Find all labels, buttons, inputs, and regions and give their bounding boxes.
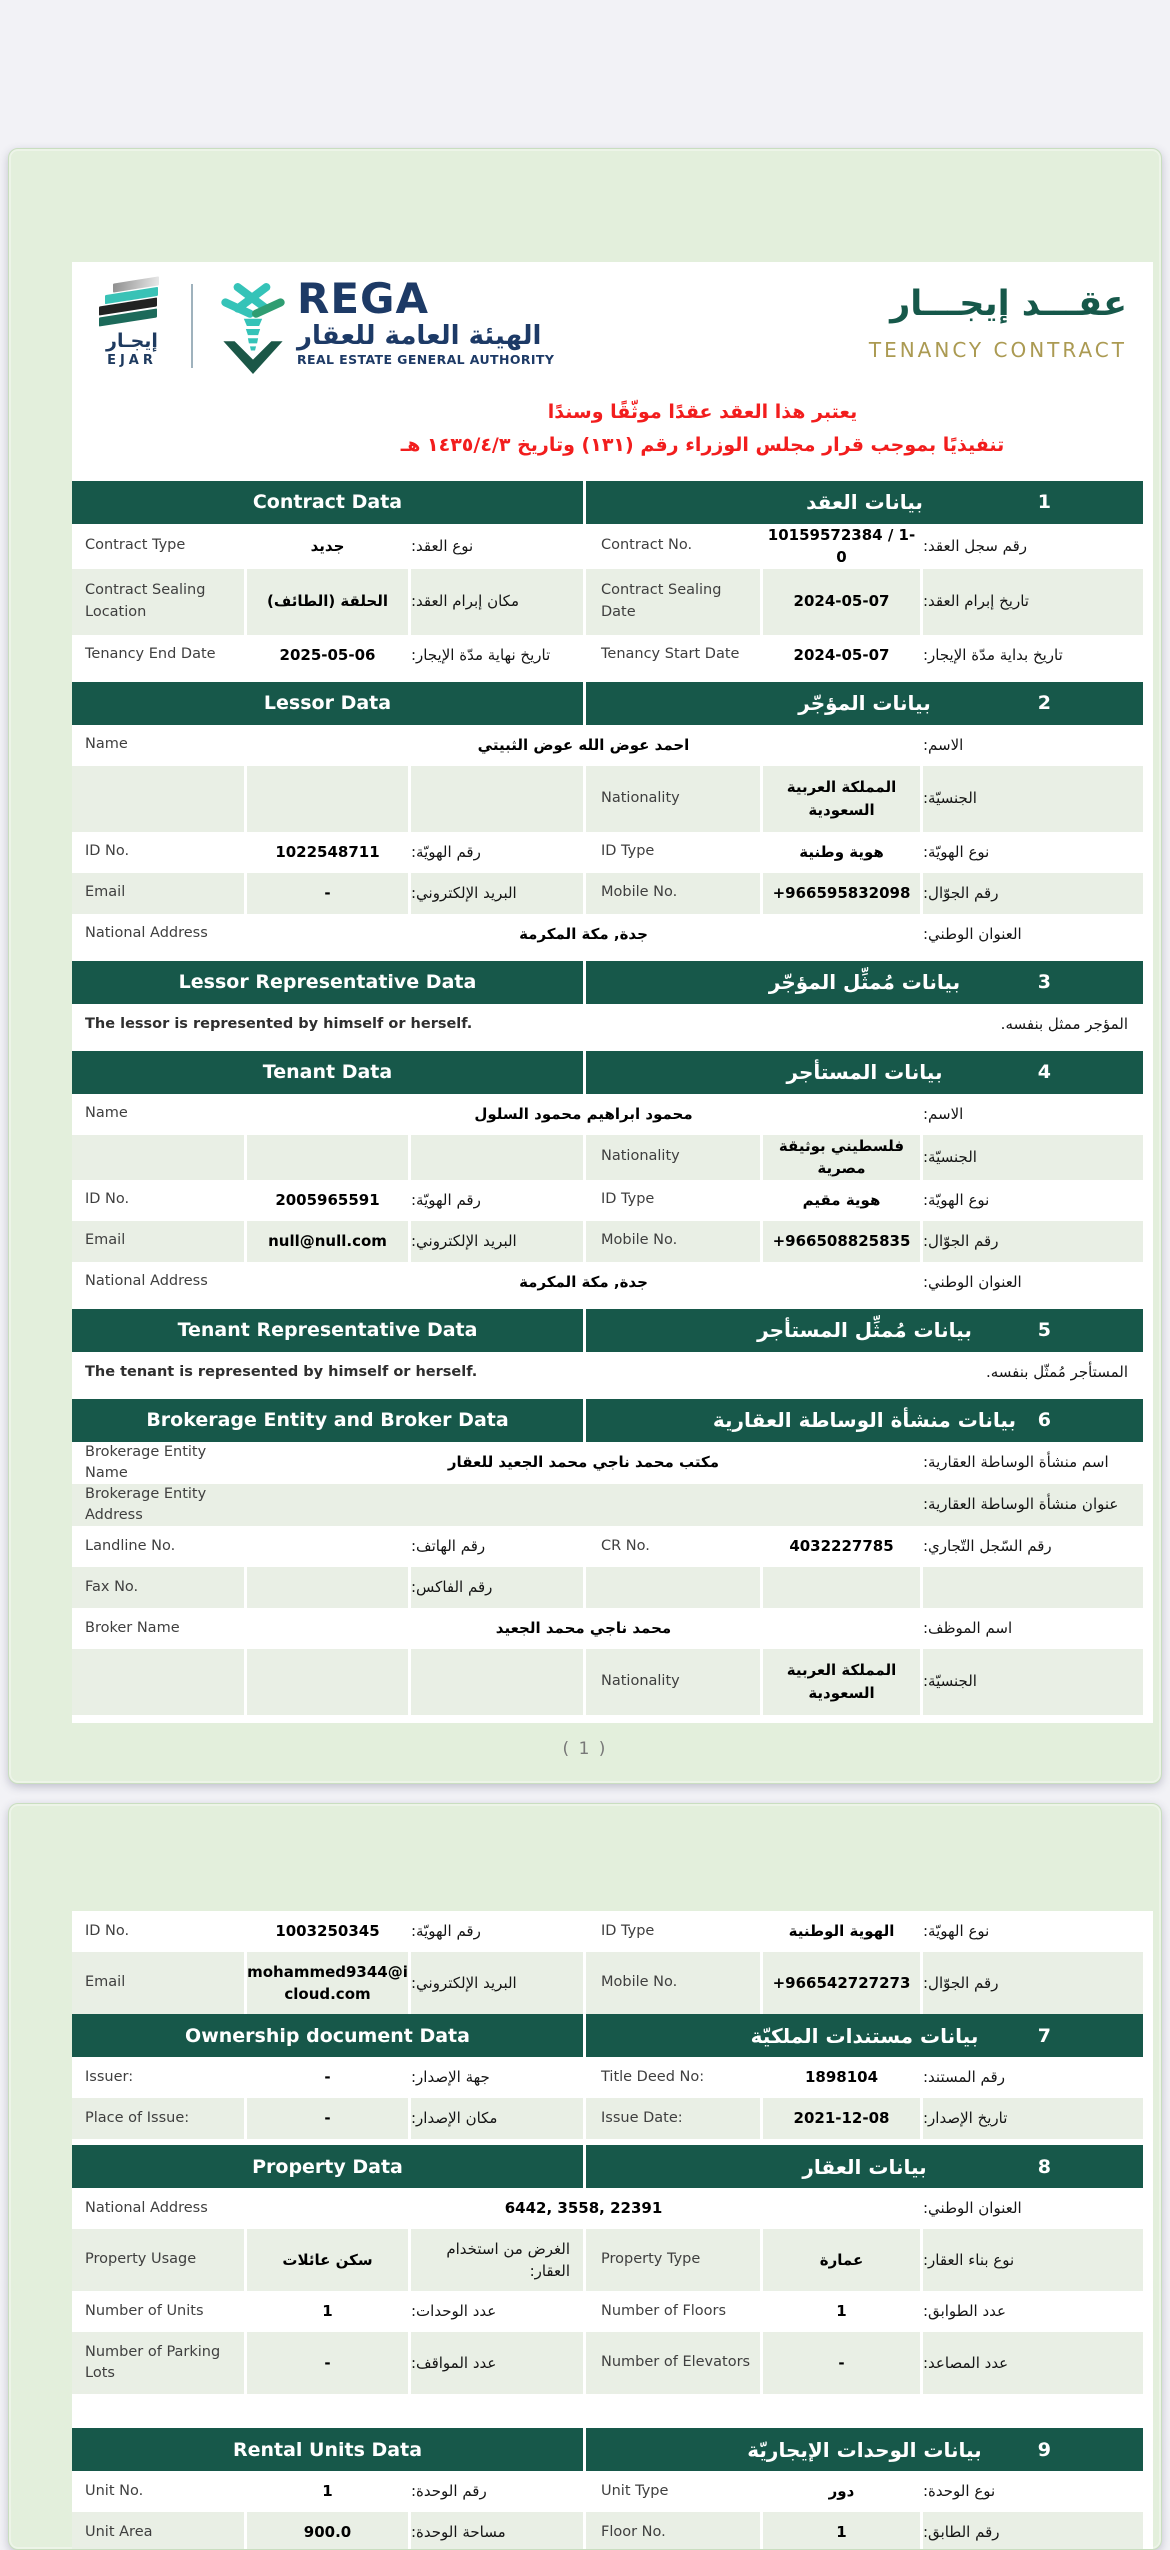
field-label-en: Title Deed No:	[601, 2068, 705, 2085]
field-value: null@null.com	[247, 1221, 408, 1262]
field-label-ar: الجنسيّة:	[923, 1649, 1143, 1715]
field-label-ar: الاسم:	[923, 735, 964, 754]
field-label-en: Place of Issue:	[72, 2098, 244, 2139]
field-label-ar: رقم الهويّة:	[411, 842, 481, 861]
field-label-ar: رقم الوحدة:	[411, 2482, 487, 2501]
section-header-9	[72, 2428, 1143, 2471]
field-label-ar: نوع بناء العقار:	[923, 2229, 1143, 2291]
field-label-ar: رقم سجل العقد:	[923, 536, 1028, 555]
field-value: 2005965591	[275, 1190, 380, 1209]
field-label-ar: رقم الجوّال:	[923, 1952, 1143, 2014]
field-label-ar: الجنسيّة:	[923, 1135, 1143, 1180]
field-value	[247, 766, 408, 832]
table-row	[72, 1004, 1143, 1045]
field-label-ar: تاريخ بداية مدّة الإيجار:	[923, 645, 1063, 664]
rega-wordmark: REGA	[297, 274, 430, 323]
field-label-ar	[923, 1567, 1143, 1608]
section-spacer	[72, 2394, 1143, 2422]
table-row	[72, 1567, 1143, 1608]
field-label-ar: عنوان منشأة الوساطة العقارية:	[923, 1484, 1143, 1526]
section-number: 8	[1037, 2155, 1051, 2178]
note-text-ar: المؤجر ممثل بنفسه.	[1000, 1015, 1128, 1033]
row-half	[72, 2332, 583, 2394]
field-label-ar: الغرض من استخدام العقار:	[411, 2229, 583, 2291]
section-title-ar-segment	[586, 2145, 1143, 2188]
field-label-ar: اسم الموظف:	[923, 1618, 1013, 1637]
table-row	[72, 2188, 1143, 2229]
field-label-ar: عدد المصاعد:	[923, 2332, 1143, 2394]
field-label-ar: تاريخ إبرام العقد:	[923, 569, 1143, 635]
table-row	[72, 1094, 1143, 1135]
table-row	[72, 1952, 1143, 2014]
table-row	[72, 2057, 1143, 2098]
section-title-en: Tenant Data	[72, 1051, 583, 1094]
field-value: سكن عائلات	[247, 2229, 408, 2291]
field-label-en: Contract Sealing Location	[72, 569, 244, 635]
field-label-en: National Address	[85, 2199, 208, 2216]
field-label-en: Unit No.	[85, 2482, 144, 2499]
row-half	[72, 1911, 583, 1952]
field-value: 1	[763, 2512, 920, 2550]
field-label-en: Contract No.	[601, 537, 693, 554]
section-title-en: Property Data	[72, 2145, 583, 2188]
field-value: 2024-05-07	[763, 569, 920, 635]
section-title-ar-segment	[586, 682, 1143, 725]
field-label-ar: العنوان الوطني:	[923, 2199, 1022, 2218]
field-value: فلسطيني بوثيقة مصرية	[763, 1135, 920, 1180]
contract-page-1	[8, 148, 1162, 1784]
section-title-en: Rental Units Data	[72, 2428, 583, 2471]
table-row	[72, 1526, 1143, 1567]
table-row	[72, 635, 1143, 676]
section-header-5	[72, 1309, 1143, 1352]
section-title-ar: بيانات منشأة الوساطة العقارية	[712, 1408, 1017, 1432]
field-label-en: National Address	[85, 925, 208, 942]
field-value: 1	[836, 2302, 847, 2321]
field-label-ar: العنوان الوطني:	[923, 1272, 1022, 1291]
row-half	[72, 1952, 583, 2014]
field-value: 1898104	[804, 2068, 879, 2087]
field-value: 1003250345	[275, 1922, 380, 1941]
table-row	[72, 2471, 1143, 2512]
section-title-ar-segment	[586, 961, 1143, 1004]
field-value: 1022548711	[275, 842, 380, 861]
section-title-en: Ownership document Data	[72, 2014, 583, 2057]
field-value: -	[247, 2332, 408, 2394]
table-row	[72, 2512, 1143, 2550]
page-1-sections	[72, 481, 1143, 1715]
rega-palm-icon	[217, 280, 289, 376]
field-label-en: Email	[72, 873, 244, 914]
table-row	[72, 524, 1143, 569]
row-half	[586, 2512, 1143, 2550]
field-label-en: Floor No.	[586, 2512, 760, 2550]
field-value: محمد ناجي محمد الجعيد	[495, 1618, 672, 1637]
field-label-en: Unit Area	[72, 2512, 244, 2550]
field-value: 1	[322, 2482, 333, 2501]
field-label-en: Tenancy Start Date	[601, 646, 740, 663]
field-value: المملكة العربية السعودية	[763, 766, 920, 832]
page-2-sections	[72, 1911, 1143, 2550]
table-row	[72, 1135, 1143, 1180]
section-title-ar: بيانات العقار	[802, 2154, 927, 2179]
field-value: 10159572384 / 1-0	[767, 525, 916, 566]
field-label-ar: نوع الوحدة:	[923, 2482, 996, 2501]
field-value: جدة, مكة المكرمة	[519, 924, 648, 943]
field-label-en	[586, 1567, 760, 1608]
field-value: (الحلقة (الطائف	[247, 569, 408, 635]
section-number: 3	[1037, 971, 1051, 993]
field-label-en: ID Type	[601, 1191, 655, 1208]
field-label-ar: نوع الهويّة:	[923, 842, 990, 861]
section-header-4	[72, 1051, 1143, 1094]
contract-title-english: TENANCY CONTRACT	[868, 338, 1127, 362]
field-label-ar: رقم الجوّال:	[923, 1221, 1143, 1262]
field-label-en: ID Type	[601, 843, 655, 860]
field-label-ar: رقم الهويّة:	[411, 1922, 481, 1941]
field-value	[763, 1567, 920, 1608]
section-title-ar: بيانات العقد	[806, 490, 923, 514]
row-half	[586, 2471, 1143, 2512]
field-label-en: Brokerage Entity Name	[85, 1443, 207, 1481]
ejar-logo-latin: EJAR	[107, 353, 157, 368]
field-label-en: Name	[85, 736, 128, 753]
table-row	[72, 2229, 1143, 2291]
section-title-ar: بيانات مُمثِّل المؤجّر	[768, 970, 961, 994]
table-row	[72, 1180, 1143, 1221]
field-label-ar: مساحة الوحدة:	[411, 2512, 583, 2550]
section-title-ar-segment	[586, 2014, 1143, 2057]
field-label-en: National Address	[85, 1273, 208, 1290]
note-text-ar: المستأجر مُمثّل بنفسه.	[985, 1363, 1128, 1381]
row-half	[72, 873, 583, 914]
ejar-logo-icon	[95, 280, 169, 322]
field-label-ar: نوع الهويّة:	[923, 1190, 990, 1209]
page-1-content	[72, 262, 1153, 1723]
field-label-en: Nationality	[586, 1135, 760, 1180]
field-value: 2024-05-07	[793, 645, 890, 664]
field-label-en: Mobile No.	[586, 1952, 760, 2014]
note-text-en: The tenant is represented by himself or herself.	[85, 1364, 478, 1380]
field-value: جدة, مكة المكرمة	[519, 1272, 648, 1291]
row-half	[586, 2057, 1143, 2098]
field-label-ar	[411, 1649, 583, 1715]
rega-logo	[217, 274, 555, 376]
field-label-ar: رقم الطابق:	[923, 2512, 1143, 2550]
row-half	[72, 2512, 583, 2550]
field-label-en: Brokerage Entity Address	[72, 1484, 244, 1526]
field-value: احمد عوض الله عوض الثبيتي	[477, 735, 690, 754]
field-label-en: Number of Parking Lots	[72, 2332, 244, 2394]
table-row	[72, 766, 1143, 832]
field-value: +966542727273	[763, 1952, 920, 2014]
field-value: +966595832098	[763, 873, 920, 914]
field-label-en	[72, 1135, 244, 1180]
field-label-en: Email	[72, 1952, 244, 2014]
row-half	[586, 873, 1143, 914]
field-label-ar: عدد الطوابق:	[923, 2302, 1006, 2321]
field-value: -	[763, 2332, 920, 2394]
field-label-en: Email	[72, 1221, 244, 1262]
table-row	[72, 2332, 1143, 2394]
row-half	[586, 1221, 1143, 1262]
section-title-en: Contract Data	[72, 481, 583, 524]
ejar-logo	[95, 278, 169, 368]
row-half	[72, 2098, 583, 2139]
row-half	[586, 1911, 1143, 1952]
row-half	[586, 2291, 1143, 2332]
row-half	[72, 2229, 583, 2291]
field-label-ar: الاسم:	[923, 1104, 964, 1123]
field-value: 1	[322, 2302, 333, 2321]
table-row	[72, 725, 1143, 766]
section-title-ar-segment	[586, 481, 1143, 524]
row-half	[72, 2291, 583, 2332]
table-row	[72, 1352, 1143, 1393]
row-half	[72, 832, 583, 873]
field-value	[244, 1484, 923, 1526]
field-label-ar: العنوان الوطني:	[923, 924, 1022, 943]
field-label-en: Landline No.	[85, 1537, 176, 1554]
field-label-en: Tenancy End Date	[85, 646, 216, 663]
header-divider	[191, 284, 193, 368]
contract-title-block	[869, 284, 1127, 362]
section-title-en: Lessor Representative Data	[72, 961, 583, 1004]
rega-logo-text	[297, 274, 555, 367]
field-label-ar: تاريخ الإصدار:	[923, 2098, 1143, 2139]
section-number: 5	[1037, 1319, 1051, 1341]
table-row	[72, 1484, 1143, 1526]
rega-arabic-name: الهيئة العامة للعقار	[297, 321, 542, 351]
field-label-en: Issue Date:	[586, 2098, 760, 2139]
field-label-ar: رقم الفاكس:	[411, 1567, 583, 1608]
field-label-ar: البريد الإلكتروني:	[411, 873, 583, 914]
field-label-ar: جهة الإصدار:	[411, 2068, 490, 2087]
section-title-en: Brokerage Entity and Broker Data	[72, 1399, 583, 1442]
field-value: مكتب محمد ناجي محمد الجعيد للعقار	[447, 1453, 720, 1472]
row-half	[586, 832, 1143, 873]
field-value: 4032227785	[789, 1536, 894, 1555]
row-half	[72, 1221, 583, 1262]
section-number: 1	[1037, 491, 1051, 513]
field-label-en	[72, 1649, 244, 1715]
field-label-en: Property Usage	[72, 2229, 244, 2291]
field-value: +966508825835	[763, 1221, 920, 1262]
section-header-3	[72, 961, 1143, 1004]
table-row	[72, 1221, 1143, 1262]
field-label-en: ID Type	[601, 1922, 655, 1939]
field-value: -	[324, 2068, 331, 2087]
table-row	[72, 2098, 1143, 2139]
field-label-en: Issuer:	[85, 2068, 134, 2085]
table-row	[72, 914, 1143, 955]
field-value: mohammed9344@icloud.com	[247, 1952, 408, 2014]
row-half	[586, 766, 1143, 832]
row-half	[586, 1135, 1143, 1180]
field-label-en: Contract Type	[85, 537, 186, 554]
ejar-logo-arabic: إيجـار	[106, 330, 158, 352]
row-half	[72, 1649, 583, 1715]
field-label-ar: مكان إبرام العقد:	[411, 569, 583, 635]
field-label-en: Contract Sealing Date	[586, 569, 760, 635]
row-half	[72, 1526, 583, 1567]
field-label-en: Nationality	[586, 1649, 760, 1715]
field-value: هوية مقيم	[802, 1190, 881, 1209]
row-half	[72, 1567, 583, 1608]
row-half	[586, 1526, 1143, 1567]
section-header-2	[72, 682, 1143, 725]
table-row	[72, 569, 1143, 635]
row-half	[586, 1952, 1143, 2014]
field-label-en: Broker Name	[85, 1619, 180, 1636]
field-label-en: CR No.	[601, 1537, 650, 1554]
field-label-en: Property Type	[586, 2229, 760, 2291]
row-half	[72, 766, 583, 832]
section-title-en: Tenant Representative Data	[72, 1309, 583, 1352]
field-label-en: Number of Elevators	[586, 2332, 760, 2394]
field-value: دور	[828, 2482, 855, 2501]
field-value: عمارة	[763, 2229, 920, 2291]
field-label-ar: رقم الهاتف:	[411, 1536, 486, 1555]
field-value	[247, 1135, 408, 1180]
field-label-ar: رقم الجوّال:	[923, 873, 1143, 914]
table-row	[72, 1649, 1143, 1715]
section-title-en: Lessor Data	[72, 682, 583, 725]
section-header-1	[72, 481, 1143, 524]
legal-notice-line-1: يعتبر هذا العقد عقدًا موثّقًا وسندًا	[547, 401, 858, 423]
field-value: -	[247, 2098, 408, 2139]
row-half	[586, 569, 1143, 635]
field-label-ar: عدد المواقف:	[411, 2332, 583, 2394]
field-value: 900.0	[247, 2512, 408, 2550]
field-label-en: Mobile No.	[586, 1221, 760, 1262]
table-row	[72, 1442, 1143, 1484]
field-label-en: Nationality	[586, 766, 760, 832]
row-half	[72, 2057, 583, 2098]
note-text-en: The lessor is represented by himself or herself.	[85, 1016, 473, 1032]
field-label-en: Fax No.	[72, 1567, 244, 1608]
row-half	[72, 1180, 583, 1221]
field-label-ar: البريد الإلكتروني:	[411, 1221, 583, 1262]
section-number: 2	[1037, 692, 1051, 714]
section-title-ar: بيانات مستندات الملكيّة	[750, 2023, 979, 2048]
row-half	[586, 2229, 1143, 2291]
field-label-ar: تاريخ نهاية مدّة الإيجار:	[411, 645, 551, 664]
field-label-ar	[411, 766, 583, 832]
section-title-ar: بيانات مُمثِّل المستأجر	[757, 1318, 972, 1342]
field-label-en: ID No.	[85, 1922, 130, 1939]
row-half	[586, 1567, 1143, 1608]
field-label-ar: الجنسيّة:	[923, 766, 1143, 832]
field-value	[247, 1526, 408, 1567]
table-row	[72, 2291, 1143, 2332]
table-row	[72, 873, 1143, 914]
table-row	[72, 1608, 1143, 1649]
section-number: 7	[1037, 2024, 1051, 2047]
field-label-ar: نوع العقد:	[411, 536, 474, 555]
field-label-en: Number of Units	[85, 2302, 204, 2319]
field-value	[247, 1567, 408, 1608]
field-label-ar: رقم الهويّة:	[411, 1190, 481, 1209]
field-label-en: ID No.	[85, 843, 130, 860]
legal-notice-line-2: تنفيذيًا بموجب قرار مجلس الوزراء رقم (١٣١) وتاريخ ١٤٣٥/٤/٣ هـ	[400, 434, 1005, 457]
field-label-ar: اسم منشأة الوساطة العقارية:	[923, 1453, 1109, 1472]
section-title-ar: بيانات المستأجر	[786, 1060, 943, 1084]
section-number: 4	[1037, 1061, 1051, 1083]
field-label-ar: رقم السّجل التّجاري:	[923, 1536, 1052, 1555]
field-value: محمود ابراهيم محمود السلول	[474, 1104, 693, 1123]
field-label-en: Mobile No.	[586, 873, 760, 914]
row-half	[72, 524, 583, 569]
section-title-ar-segment	[586, 1399, 1143, 1442]
field-value: 6442, 3558, 22391	[504, 2199, 663, 2218]
field-label-en: Number of Floors	[601, 2302, 727, 2319]
row-half	[586, 635, 1143, 676]
row-half	[72, 2471, 583, 2512]
table-row	[72, 1262, 1143, 1303]
section-title-ar: بيانات المؤجّر	[798, 691, 931, 715]
document-header	[72, 262, 1153, 390]
field-value	[247, 1649, 408, 1715]
legal-notice	[72, 396, 1153, 475]
field-value: الهوية الوطنية	[788, 1922, 895, 1941]
row-half	[586, 2098, 1143, 2139]
row-half	[72, 635, 583, 676]
row-half	[72, 1135, 583, 1180]
section-title-ar-segment	[586, 1309, 1143, 1352]
field-label-en: Unit Type	[601, 2482, 669, 2499]
field-label-ar: البريد الإلكتروني:	[411, 1952, 583, 2014]
section-title-ar-segment	[586, 2428, 1143, 2471]
section-number: 9	[1037, 2438, 1051, 2461]
table-row	[72, 1911, 1143, 1952]
field-label-ar: رقم المستند:	[923, 2068, 1005, 2087]
section-title-ar: بيانات الوحدات الإيجاريّة	[747, 2437, 982, 2462]
table-row	[72, 832, 1143, 873]
field-label-en: Name	[85, 1105, 128, 1122]
contract-title-arabic: عقـــد إيجـــار	[890, 284, 1127, 324]
rega-english-name: REAL ESTATE GENERAL AUTHORITY	[297, 352, 555, 367]
field-value: 2021-12-08	[763, 2098, 920, 2139]
contract-page-2	[8, 1803, 1162, 2550]
row-half	[72, 569, 583, 635]
page-number: ( 1 )	[562, 1738, 608, 1759]
section-header-6	[72, 1399, 1143, 1442]
field-label-ar: نوع الهويّة:	[923, 1922, 990, 1941]
field-value: المملكة العربية السعودية	[763, 1649, 920, 1715]
field-value: -	[247, 873, 408, 914]
field-value: هوية وطنية	[799, 842, 884, 861]
page-2-content	[72, 1911, 1153, 2550]
section-number: 6	[1037, 1409, 1051, 1431]
field-label-ar: عدد الوحدات:	[411, 2302, 497, 2321]
row-half	[586, 1180, 1143, 1221]
field-label-en: ID No.	[85, 1191, 130, 1208]
field-value: جديد	[310, 536, 345, 555]
field-label-ar	[411, 1135, 583, 1180]
field-label-en	[72, 766, 244, 832]
field-label-ar: مكان الإصدار:	[411, 2098, 583, 2139]
row-half	[586, 1649, 1143, 1715]
section-title-ar-segment	[586, 1051, 1143, 1094]
section-header-7	[72, 2014, 1143, 2057]
field-value: 2025-05-06	[279, 645, 376, 664]
row-half	[586, 2332, 1143, 2394]
section-header-8	[72, 2145, 1143, 2188]
row-half	[586, 524, 1143, 569]
